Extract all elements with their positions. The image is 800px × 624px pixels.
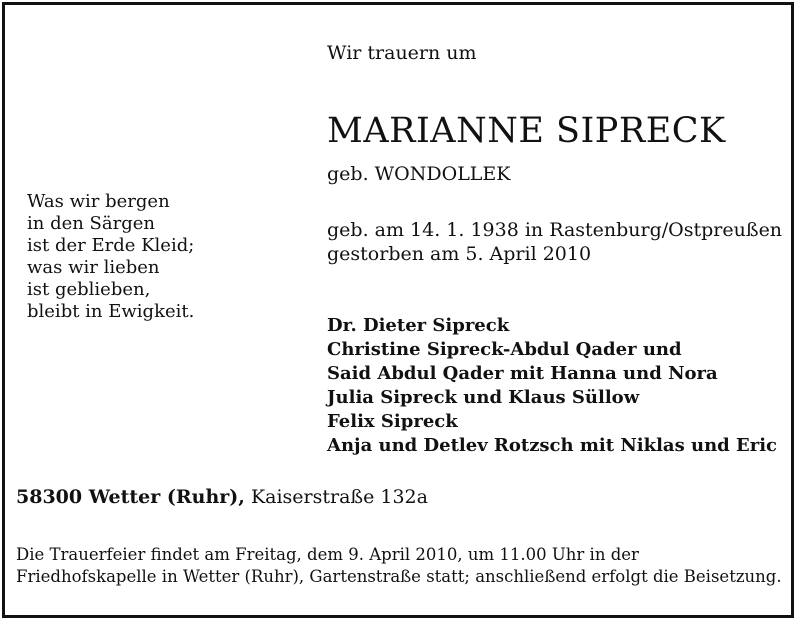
mourners-list xyxy=(327,314,777,458)
funeral-notice-line: Friedhofskapelle in Wetter (Ruhr), Gartenstraße statt; anschließend erfolgt die Beisetzung. xyxy=(16,567,782,586)
mourner-line: Felix Sipreck xyxy=(327,411,458,432)
funeral-notice xyxy=(16,544,782,588)
maiden-name: geb. WONDOLLEK xyxy=(327,163,511,185)
address-street: Kaiserstraße 132a xyxy=(250,486,428,508)
poem-line: ist der Erde Kleid; xyxy=(27,235,195,256)
poem xyxy=(27,191,194,323)
mourner-line: Christine Sipreck-Abdul Qader und xyxy=(327,339,682,360)
mourner-line: Anja und Detlev Rotzsch mit Niklas und Eric xyxy=(327,435,778,456)
mourner-line: Julia Sipreck und Klaus Süllow xyxy=(327,387,640,408)
life-dates xyxy=(327,218,782,266)
poem-line: was wir lieben xyxy=(27,257,160,278)
poem-line: ist geblieben, xyxy=(27,279,151,300)
poem-line: Was wir bergen xyxy=(27,191,170,212)
poem-line: in den Särgen xyxy=(27,213,155,234)
funeral-notice-line: Die Trauerfeier findet am Freitag, dem 9. April 2010, um 11.00 Uhr in der xyxy=(16,545,639,564)
mourner-line: Dr. Dieter Sipreck xyxy=(327,315,510,336)
family-address xyxy=(16,484,428,510)
deceased-name: MARIANNE SIPRECK xyxy=(327,111,726,151)
mourner-line: Said Abdul Qader mit Hanna und Nora xyxy=(327,363,718,384)
poem-line: bleibt in Ewigkeit. xyxy=(27,301,195,322)
death-date: gestorben am 5. April 2010 xyxy=(327,243,592,265)
address-city: 58300 Wetter (Ruhr), xyxy=(16,486,245,508)
birth-date: geb. am 14. 1. 1938 in Rastenburg/Ostpreußen xyxy=(327,219,783,241)
intro-text: Wir trauern um xyxy=(327,42,477,64)
